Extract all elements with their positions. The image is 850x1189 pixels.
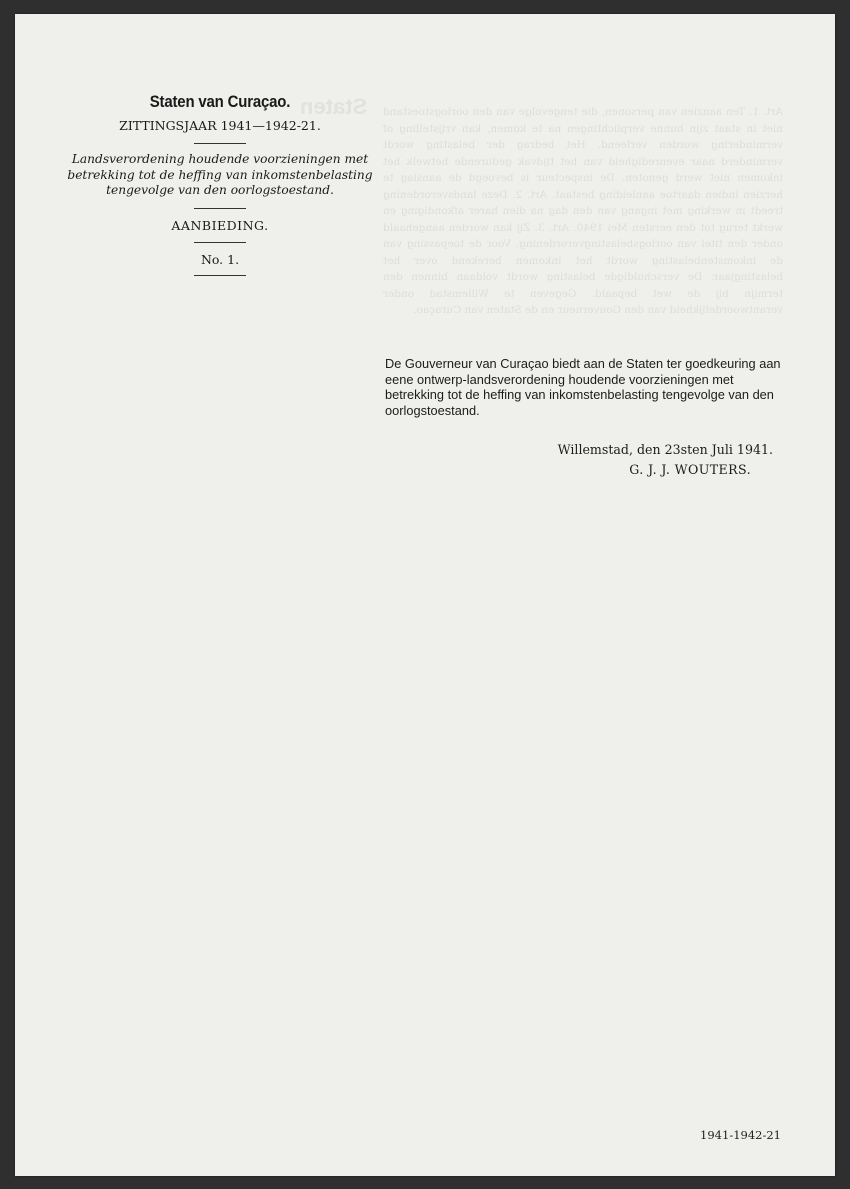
document-subject: Landsverordening houdende voorzieningen met betrekking tot de heffing van inkomstenbelasting tengevolge van den oorlogstoestand.	[67, 152, 373, 197]
divider	[194, 143, 246, 144]
divider	[194, 208, 246, 209]
body-paragraph: De Gouverneur van Curaçao biedt aan de Staten ter goedkeuring aan eene ontwerp-landsverordening houdende voorzieningen met betrekking tot de heffing van inkomstenbelasting tengevolge van den oorlogstoestand.	[385, 356, 781, 418]
presentation-label: AANBIEDING.	[171, 217, 269, 233]
divider	[194, 242, 246, 243]
document-title: Staten van Curaçao.	[149, 92, 291, 111]
document-header	[55, 92, 385, 276]
place-date: Willemstad, den 23sten Juli 1941.	[557, 442, 773, 457]
footer-code: 1941-1942-21	[700, 1128, 781, 1142]
document-page: Staten Art. 1. Ten aanzien van personen, die tengevolge van den oorlogstoestand niet in staat zijn hunne verplichtingen na te komen, kan vrijstelling of vermindering worden verleend. Het bedrag der belasting wordt verminderd naar evenredigheid van het tijdvak gedurende hetwelk het inkomen niet werd genoten. De inspecteur is bevoegd de aanslag te herzien indien daartoe aanleiding bestaat. Art. 2. Deze landsverordening treedt in werking met ingang van den dag na dien harer afkondiging en werkt terug tot den eersten Mei 1940. Art. 3. Zij kan worden aangehaald onder den titel van oorlogsbelastingverordening. Voor de toepassing van de inkomstenbelasting wordt het inkomen berekend over het belastingjaar. De verschuldigde belasting wordt voldaan binnen den termijn bij de wet bepaald. Gegeven te Willemstad onder verantwoordelijkheid van den Gouverneur en de Staten van Curaçao. Staten van Curaçao. ZITTINGSJAAR 1941—1942-21. Landsverordening houdende voorzieningen met betrekking tot de heffing van inkomstenbelasting tengevolge van den oorlogstoestand. AANBIEDING. No. 1. De Gouverneur van Curaçao biedt aan de Staten ter goedkeuring aan eene ontwerp-landsverordening houdende voorzieningen met betrekking tot de heffing van inkomstenbelasting tengevolge van den oorlogstoestand. Willemstad, den 23sten Juli 1941. G. J. J. WOUTERS. 1941-1942-21	[15, 14, 835, 1176]
signature: G. J. J. WOUTERS.	[629, 462, 751, 477]
divider	[194, 275, 246, 276]
document-number: No. 1.	[200, 251, 240, 267]
session-year: ZITTINGSJAAR 1941—1942-21.	[119, 118, 321, 133]
